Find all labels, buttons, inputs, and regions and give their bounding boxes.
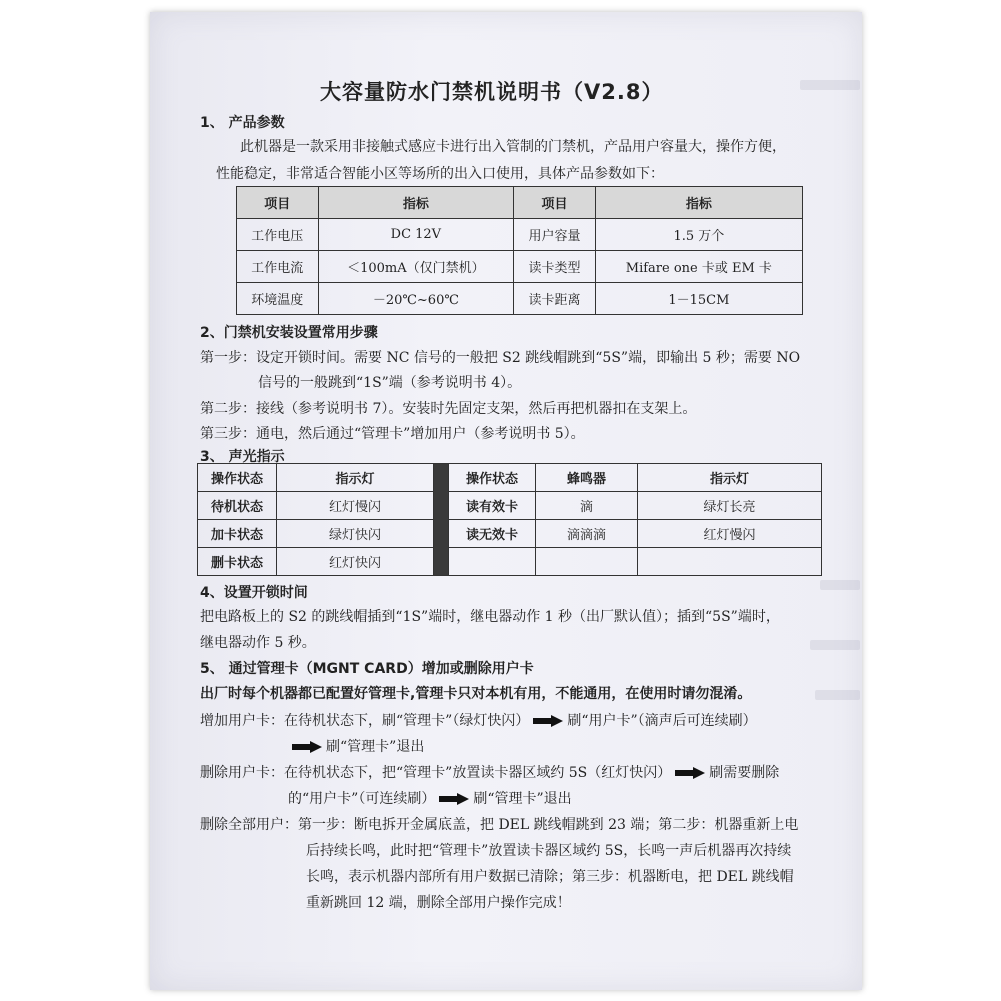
delete-user-line2 — [288, 788, 572, 808]
table-header-cell: 指标 — [318, 187, 514, 219]
table-cell — [449, 548, 536, 576]
section-1-intro-line1: 此机器是一款采用非接触式感应卡进行出入管制的门禁机，产品用户容量大，操作方便， — [240, 139, 786, 155]
delete-all-line2: 后持续长鸣，此时把“管理卡”放置读卡器区域约 5S，长鸣一声后机器再次持续 — [306, 843, 792, 859]
right-arrow-icon — [533, 715, 563, 727]
table-cell: 待机状态 — [198, 492, 277, 520]
table-cell: 删卡状态 — [198, 548, 277, 576]
table-row — [198, 520, 822, 548]
right-arrow-icon — [675, 767, 705, 779]
add-user-text-a: 增加用户卡：在待机状态下，刷“管理卡”（绿灯快闪） — [200, 713, 530, 729]
table-header-row — [237, 187, 803, 219]
delete-user-line1 — [200, 762, 779, 782]
section-1-heading: 1、 产品参数 — [200, 115, 285, 131]
bleed-through-mark — [820, 580, 860, 590]
table-cell: 红灯快闪 — [277, 548, 434, 576]
section-3-heading: 3、 声光指示 — [200, 449, 285, 465]
management-card-note: 出厂时每个机器都已配置好管理卡,管理卡只对本机有用，不能通用，在使用时请勿混淆。 — [200, 686, 752, 702]
add-user-text-b: 刷“用户卡”（滴声后可连续刷） — [567, 713, 757, 729]
step-2: 第二步：接线（参考说明书 7）。安装时先固定支架，然后再把机器扣在支架上。 — [200, 401, 697, 417]
table-cell: 红灯慢闪 — [277, 492, 434, 520]
bleed-through-mark — [815, 690, 860, 700]
table-header-cell: 蜂鸣器 — [536, 464, 638, 492]
section-5-heading: 5、 通过管理卡（MGNT CARD）增加或删除用户卡 — [200, 661, 534, 677]
table-cell: 工作电压 — [237, 219, 319, 251]
document-title: 大容量防水门禁机说明书（V2.8） — [320, 80, 664, 104]
section-2-heading: 2、门禁机安装设置常用步骤 — [200, 325, 378, 341]
indicator-table — [197, 463, 822, 576]
table-header-cell: 指示灯 — [638, 464, 822, 492]
product-parameters-table — [236, 186, 803, 315]
table-cell: 1－15CM — [595, 283, 802, 315]
table-header-cell: 项目 — [237, 187, 319, 219]
table-cell: 读有效卡 — [449, 492, 536, 520]
delete-user-text-c: 的“用户卡”（可连续刷） — [288, 791, 436, 807]
table-cell: 用户容量 — [514, 219, 596, 251]
bleed-through-mark — [810, 640, 860, 650]
table-cell: 绿灯长亮 — [638, 492, 822, 520]
table-cell: 读无效卡 — [449, 520, 536, 548]
section-4-line1: 把电路板上的 S2 的跳线帽插到“1S”端时，继电器动作 1 秒（出厂默认值）；插到“5S”端时， — [200, 609, 780, 625]
table-cell: 1.5 万个 — [595, 219, 802, 251]
table-cell: 读卡类型 — [514, 251, 596, 283]
table-cell: 读卡距离 — [514, 283, 596, 315]
step-1-line1: 第一步：设定开锁时间。需要 NC 信号的一般把 S2 跳线帽跳到“5S”端，即输出 5 秒；需要 NO — [200, 350, 801, 366]
table-cell: Mifare one 卡或 EM 卡 — [595, 251, 802, 283]
add-user-line1 — [200, 710, 757, 730]
delete-user-text-d: 刷“管理卡”退出 — [473, 791, 572, 807]
right-arrow-icon — [292, 741, 322, 753]
table-row — [237, 251, 803, 283]
table-divider — [434, 464, 449, 576]
table-header-cell: 操作状态 — [449, 464, 536, 492]
section-1-intro-line2: 性能稳定，非常适合智能小区等场所的出入口使用，具体产品参数如下： — [216, 166, 664, 182]
table-row — [198, 492, 822, 520]
table-cell: 滴滴滴 — [536, 520, 638, 548]
table-header-cell: 操作状态 — [198, 464, 277, 492]
table-cell: DC 12V — [318, 219, 514, 251]
add-user-line2 — [288, 736, 424, 756]
delete-all-line3: 长鸣，表示机器内部所有用户数据已清除；第三步：机器断电，把 DEL 跳线帽 — [306, 869, 794, 885]
table-row — [237, 219, 803, 251]
table-row — [237, 283, 803, 315]
right-arrow-icon — [439, 793, 469, 805]
table-cell: －20℃~60℃ — [318, 283, 514, 315]
table-cell: 滴 — [536, 492, 638, 520]
step-3: 第三步：通电，然后通过“管理卡”增加用户（参考说明书 5）。 — [200, 426, 585, 442]
table-cell: 环境温度 — [237, 283, 319, 315]
table-header-cell: 项目 — [514, 187, 596, 219]
table-cell: 工作电流 — [237, 251, 319, 283]
table-header-row — [198, 464, 822, 492]
table-row — [198, 548, 822, 576]
delete-all-line4: 重新跳回 12 端，删除全部用户操作完成！ — [306, 895, 571, 911]
table-header-cell: 指示灯 — [277, 464, 434, 492]
delete-user-text-b: 刷需要删除 — [709, 765, 780, 781]
table-cell: 绿灯快闪 — [277, 520, 434, 548]
table-cell — [536, 548, 638, 576]
table-cell — [638, 548, 822, 576]
bleed-through-mark — [800, 80, 860, 90]
table-cell: ＜100mA（仅门禁机） — [318, 251, 514, 283]
delete-user-text-a: 删除用户卡：在待机状态下，把“管理卡”放置读卡器区域约 5S（红灯快闪） — [200, 765, 672, 781]
section-4-heading: 4、设置开锁时间 — [200, 585, 308, 601]
step-1-line2: 信号的一般跳到“1S”端（参考说明书 4）。 — [258, 375, 522, 391]
add-user-text-c: 刷“管理卡”退出 — [326, 739, 425, 755]
table-cell: 加卡状态 — [198, 520, 277, 548]
delete-all-line1: 删除全部用户：第一步：断电拆开金属底盖，把 DEL 跳线帽跳到 23 端；第二步：机器重新上电 — [200, 817, 799, 833]
table-header-cell: 指标 — [595, 187, 802, 219]
section-4-line2: 继电器动作 5 秒。 — [200, 635, 316, 651]
table-cell: 红灯慢闪 — [638, 520, 822, 548]
